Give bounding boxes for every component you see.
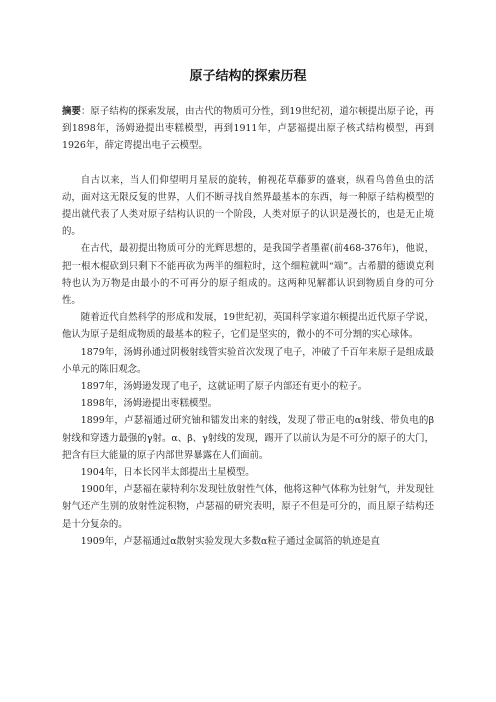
paragraph: 1909年，卢瑟福通过α散射实验发现大多数α粒子通过金属箔的轨迹是直: [80, 535, 380, 547]
abstract: [62, 103, 434, 155]
paragraph: 1897年，汤姆逊发现了电子，这就证明了原子内部还有更小的粒子。: [80, 381, 368, 393]
abstract-text: ：原子结构的探索发展，由古代的物质可分性，到19世纪初，道尔顿提出原子论，再到1898年，汤姆逊提出枣糕模型，再到1911年，卢瑟福提出原子核式结构模型，再到1926年，薛定谔提出电子云模型。: [62, 106, 434, 152]
paragraph: 1898年，汤姆逊提出枣糕模型。: [80, 398, 218, 410]
document-title: 原子结构的探索历程: [189, 69, 307, 84]
paragraph: 随着近代自然科学的形成和发展，19世纪初，英国科学家道尔顿提出近代原子学说，他认为原子是组成物质的最基本的粒子，它们是坚实的，微小的不可分割的实心球体。: [62, 312, 434, 341]
document-body: [62, 103, 434, 550]
paragraph: 在古代，最初提出物质可分的光辉思想的，是我国学者墨翟(前468-376年)，他说，把一根木棍砍到只剩下不能再砍为两半的细粒时，这个细粒就叫“端”。古希腊的德谟克利特也认为万物是由最小的不可再分的原子组成的。这两种见解都认识到物质自身的可分性。: [62, 243, 434, 307]
abstract-label: 摘要: [62, 106, 81, 117]
paragraph: 1900年，卢瑟福在蒙特利尔发现钍放射性气体，他将这种气体称为钍射气，并发现钍射气还产生别的放射性淀积物，卢瑟福的研究表明，原子不但是可分的，而且原子结构还是十分复杂的。: [62, 484, 434, 530]
paragraph: 1899年，卢瑟福通过研究铀和镭发出来的射线，发现了带正电的α射线、带负电的β射线和穿透力最强的γ射。α、β、γ射线的发现，踢开了以前认为是不可分的原子的大门，把含有巨大能量的原子内部世界暴露在人们面前。: [62, 415, 434, 461]
paragraph: 1904年，日本长冈半太郎提出土星模型。: [80, 467, 255, 479]
paragraph: 1879年，汤姆孙通过阴极射线管实验首次发现了电子，冲破了千百年来原子是组成最小单元的陈旧观念。: [62, 346, 434, 375]
paragraph: 自古以来，当人们仰望明月星辰的旋转，俯视花草藤萝的盛衰，纵看鸟兽鱼虫的活动，面对这无限反复的世界，人们不断寻找自然界最基本的东西，每一种原子结构模型的提出就代表了人类对原子结构认识的一个阶段，人类对原子的认识是漫长的，也是无止境的。: [62, 174, 434, 238]
spacer: [62, 155, 434, 172]
